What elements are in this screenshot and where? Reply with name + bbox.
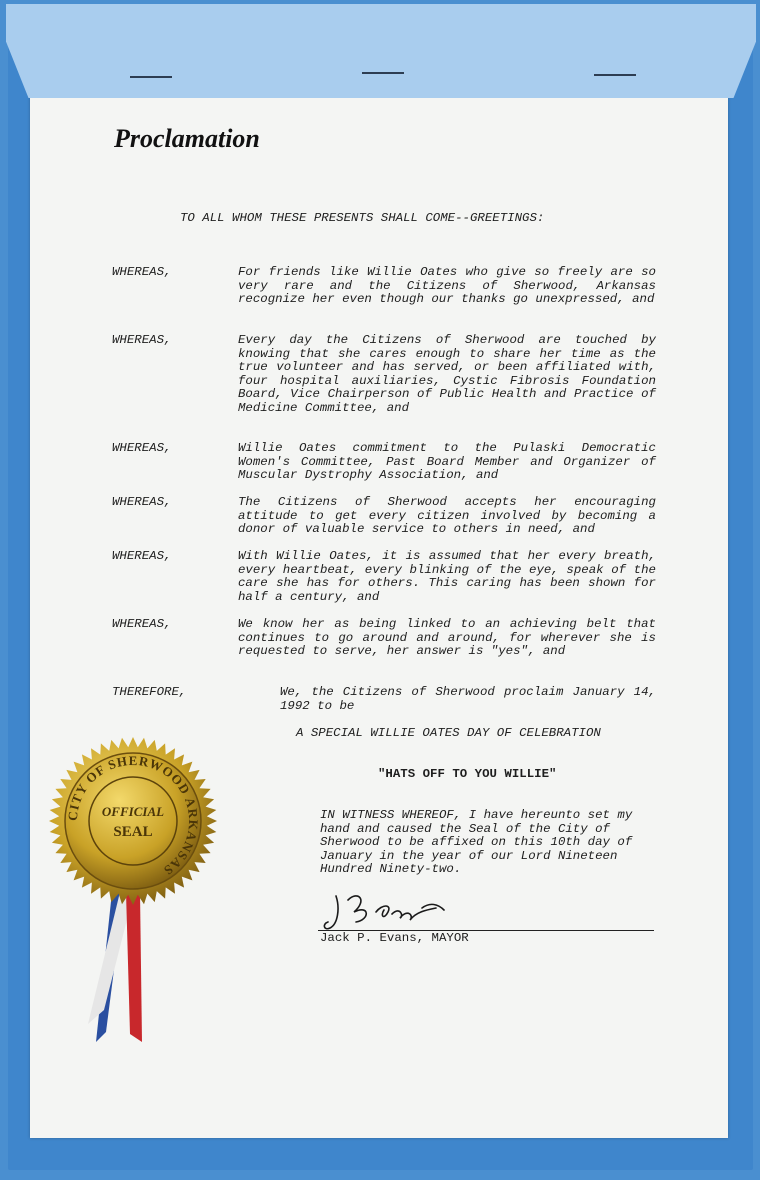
page-title: Proclamation [114, 124, 260, 153]
therefore-label: THEREFORE, [112, 685, 187, 699]
seal-ribbon [82, 892, 152, 1042]
city-seal [48, 736, 218, 906]
therefore-text: We, the Citizens of Sherwood proclaim January 14, 1992 to be [280, 685, 656, 713]
clause-text-1: For friends like Willie Oates who give so freely are so very rare and the Citizens of Sherwood, Arkansas recognize her even though our thanks go unexpressed, and [238, 265, 656, 306]
clause-text-2: Every day the Citizens of Sherwood are touched by knowing that she cares enough to share her time as the true volunteer and has served, or been affiliated with, four hospital auxiliaries, Cystic Fibrosis Foundation Board, Vice Chairperson of Public Health and Practice of Medicine Committee, and [238, 333, 656, 415]
greeting: TO ALL WHOM THESE PRESENTS SHALL COME--GREETINGS: [180, 211, 545, 225]
seal-ring-text: CITY OF SHERWOOD ARKANSAS [64, 752, 202, 879]
clause-label-1: WHEREAS, [112, 265, 172, 279]
clause-text-6: We know her as being linked to an achieving belt that continues to go around and around, for wherever she is requested to serve, her answer is "yes", and [238, 617, 656, 658]
clause-text-4: The Citizens of Sherwood accepts her encouraging attitude to get every citizen involved by becoming a donor of valuable service to others in need, and [238, 495, 656, 536]
clause-label-2: WHEREAS, [112, 333, 172, 347]
clause-label-6: WHEREAS, [112, 617, 172, 631]
seal-seal-text: SEAL [113, 824, 153, 840]
clause-label-4: WHEREAS, [112, 495, 172, 509]
witness-paragraph: IN WITNESS WHEREOF, I have hereunto set my hand and caused the Seal of the City of Sherwood to be affixed on this 10th day of January in the year of our Lord Nineteen Hundred Ninety-two. [320, 808, 633, 876]
signer-name: Jack P. Evans, MAYOR [320, 931, 469, 945]
clause-label-5: WHEREAS, [112, 549, 172, 563]
motto-line: "HATS OFF TO YOU WILLIE" [378, 767, 557, 781]
clause-label-3: WHEREAS, [112, 441, 172, 455]
seal-official-text: OFFICIAL [101, 804, 165, 819]
special-day-line: A SPECIAL WILLIE OATES DAY OF CELEBRATION [296, 726, 601, 740]
clause-text-5: With Willie Oates, it is assumed that her every breath, every heartbeat, every blinking of the eye, speak of the care she has for others. This caring has been shown for half a century, and [238, 549, 656, 604]
clause-text-3: Willie Oates commitment to the Pulaski Democratic Women's Committee, Past Board Member and Organizer of Muscular Dystrophy Association, and [238, 441, 656, 482]
